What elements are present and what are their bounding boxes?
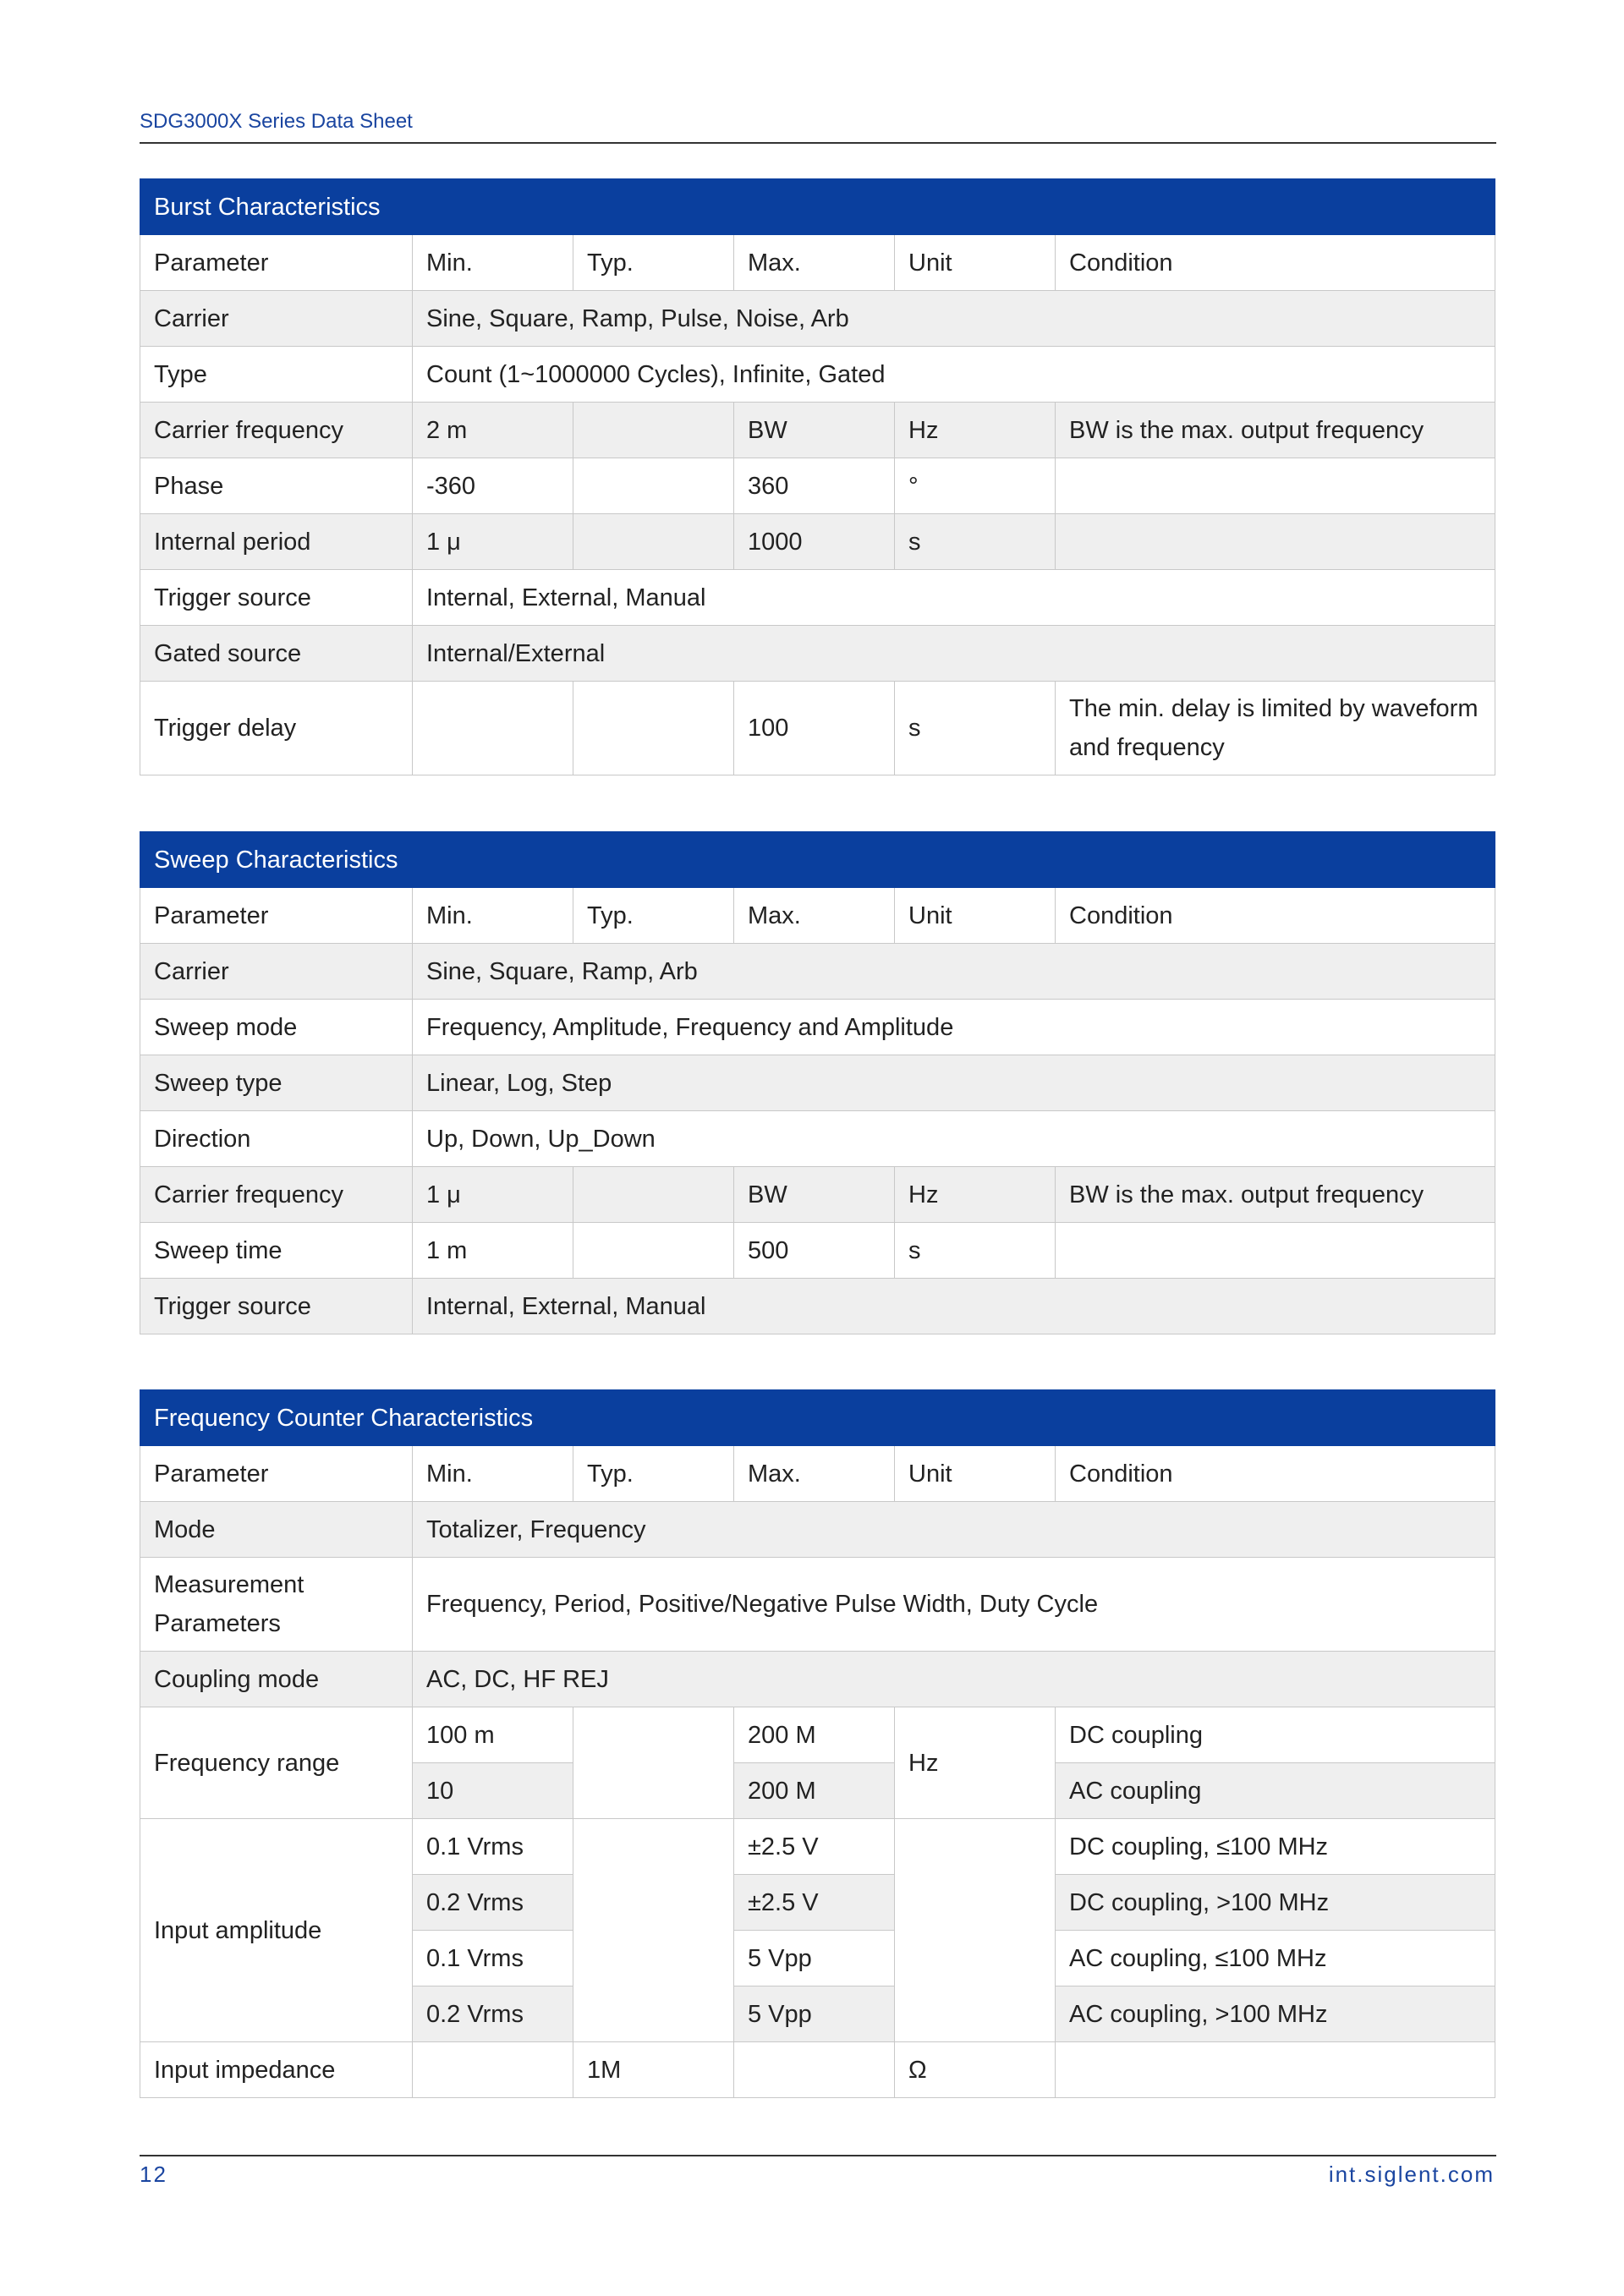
typ-value <box>573 403 734 458</box>
sweep-table <box>140 831 1495 1334</box>
unit-value: s <box>895 514 1056 570</box>
col-min: Min. <box>413 235 573 291</box>
table-row <box>140 1223 1495 1279</box>
page-header <box>140 107 1496 144</box>
col-condition: Condition <box>1056 888 1495 944</box>
param-label: Carrier frequency <box>140 403 413 458</box>
col-min: Min. <box>413 888 573 944</box>
col-max: Max. <box>734 1446 895 1502</box>
condition-value: AC coupling, ≤100 MHz <box>1056 1931 1495 1986</box>
param-label: Sweep type <box>140 1055 413 1111</box>
param-label: Phase <box>140 458 413 514</box>
param-value: Sine, Square, Ramp, Arb <box>413 944 1495 1000</box>
footer-site-link[interactable]: int.siglent.com <box>1328 2162 1495 2187</box>
param-label: Trigger source <box>140 570 413 626</box>
condition-value <box>1056 514 1495 570</box>
unit-value: Hz <box>895 1167 1056 1223</box>
min-value: 10 <box>413 1763 573 1819</box>
condition-value <box>1056 458 1495 514</box>
param-label: Trigger source <box>140 1279 413 1334</box>
col-parameter: Parameter <box>140 1446 413 1502</box>
max-value: 5 Vpp <box>734 1986 895 2042</box>
col-parameter: Parameter <box>140 235 413 291</box>
unit-value: Hz <box>895 403 1056 458</box>
burst-title: Burst Characteristics <box>140 179 1495 235</box>
table-row <box>140 2042 1495 2098</box>
min-value: 1 m <box>413 1223 573 1279</box>
max-value: 500 <box>734 1223 895 1279</box>
typ-value <box>573 1167 734 1223</box>
max-value: ±2.5 V <box>734 1819 895 1875</box>
max-value: 200 M <box>734 1763 895 1819</box>
header-row <box>140 888 1495 944</box>
table-row <box>140 1819 1495 1875</box>
table-title-row <box>140 832 1495 888</box>
col-max: Max. <box>734 235 895 291</box>
page-number: 12 <box>140 2162 167 2187</box>
max-value: 360 <box>734 458 895 514</box>
col-typ: Typ. <box>573 1446 734 1502</box>
typ-value <box>573 682 734 775</box>
param-value: Up, Down, Up_Down <box>413 1111 1495 1167</box>
footer-divider <box>140 2155 1496 2156</box>
col-min: Min. <box>413 1446 573 1502</box>
table-row <box>140 514 1495 570</box>
col-unit: Unit <box>895 235 1056 291</box>
param-label: Input amplitude <box>140 1819 413 2042</box>
min-value <box>413 2042 573 2098</box>
min-value: 0.2 Vrms <box>413 1875 573 1931</box>
condition-value: DC coupling, >100 MHz <box>1056 1875 1495 1931</box>
condition-value: BW is the max. output frequency <box>1056 1167 1495 1223</box>
param-label: Direction <box>140 1111 413 1167</box>
param-value: AC, DC, HF REJ <box>413 1652 1495 1707</box>
condition-value: The min. delay is limited by waveform and frequency <box>1056 682 1495 775</box>
max-value: BW <box>734 403 895 458</box>
max-value: 1000 <box>734 514 895 570</box>
table-row <box>140 1000 1495 1055</box>
param-label: Type <box>140 347 413 403</box>
col-max: Max. <box>734 888 895 944</box>
param-label: Mode <box>140 1502 413 1558</box>
param-label: Internal period <box>140 514 413 570</box>
param-label: Measurement Parameters <box>140 1558 413 1652</box>
header-title: SDG3000X Series Data Sheet <box>140 110 413 133</box>
col-condition: Condition <box>1056 235 1495 291</box>
typ-value <box>573 458 734 514</box>
param-value: Linear, Log, Step <box>413 1055 1495 1111</box>
table-row <box>140 1279 1495 1334</box>
typ-value <box>573 1707 734 1819</box>
unit-value: Ω <box>895 2042 1056 2098</box>
table-row <box>140 458 1495 514</box>
param-label: Sweep time <box>140 1223 413 1279</box>
min-value: 2 m <box>413 403 573 458</box>
condition-value <box>1056 1223 1495 1279</box>
min-value <box>413 682 573 775</box>
condition-value: AC coupling <box>1056 1763 1495 1819</box>
param-label: Frequency range <box>140 1707 413 1819</box>
param-value: Internal/External <box>413 626 1495 682</box>
condition-value: DC coupling, ≤100 MHz <box>1056 1819 1495 1875</box>
unit-value: s <box>895 1223 1056 1279</box>
table-row <box>140 944 1495 1000</box>
param-value: Internal, External, Manual <box>413 1279 1495 1334</box>
param-label: Carrier frequency <box>140 1167 413 1223</box>
unit-value: s <box>895 682 1056 775</box>
param-label: Sweep mode <box>140 1000 413 1055</box>
min-value: 0.1 Vrms <box>413 1819 573 1875</box>
table-row <box>140 347 1495 403</box>
header-row <box>140 235 1495 291</box>
typ-value: 1M <box>573 2042 734 2098</box>
table-row <box>140 682 1495 775</box>
min-value: 0.2 Vrms <box>413 1986 573 2042</box>
col-typ: Typ. <box>573 235 734 291</box>
param-label: Gated source <box>140 626 413 682</box>
unit-value: ° <box>895 458 1056 514</box>
typ-value <box>573 1223 734 1279</box>
min-value: -360 <box>413 458 573 514</box>
table-row <box>140 570 1495 626</box>
min-value: 0.1 Vrms <box>413 1931 573 1986</box>
col-typ: Typ. <box>573 888 734 944</box>
param-label: Coupling mode <box>140 1652 413 1707</box>
table-row <box>140 1055 1495 1111</box>
table-row <box>140 1707 1495 1763</box>
max-value: BW <box>734 1167 895 1223</box>
table-row <box>140 1502 1495 1558</box>
min-value: 1 μ <box>413 1167 573 1223</box>
sweep-title: Sweep Characteristics <box>140 832 1495 888</box>
max-value: 5 Vpp <box>734 1931 895 1986</box>
max-value: 100 <box>734 682 895 775</box>
min-value: 1 μ <box>413 514 573 570</box>
condition-value: BW is the max. output frequency <box>1056 403 1495 458</box>
table-row <box>140 1167 1495 1223</box>
col-condition: Condition <box>1056 1446 1495 1502</box>
table-title-row <box>140 179 1495 235</box>
max-value: 200 M <box>734 1707 895 1763</box>
unit-value <box>895 1819 1056 2042</box>
col-unit: Unit <box>895 1446 1056 1502</box>
param-value: Frequency, Period, Positive/Negative Pulse Width, Duty Cycle <box>413 1558 1495 1652</box>
param-label: Carrier <box>140 291 413 347</box>
param-label: Input impedance <box>140 2042 413 2098</box>
table-row <box>140 1558 1495 1652</box>
typ-value <box>573 1819 734 2042</box>
counter-title: Frequency Counter Characteristics <box>140 1390 1495 1446</box>
table-title-row <box>140 1390 1495 1446</box>
counter-table <box>140 1389 1495 2098</box>
max-value <box>734 2042 895 2098</box>
condition-value <box>1056 2042 1495 2098</box>
burst-table <box>140 178 1495 775</box>
header-row <box>140 1446 1495 1502</box>
table-row <box>140 1111 1495 1167</box>
col-parameter: Parameter <box>140 888 413 944</box>
max-value: ±2.5 V <box>734 1875 895 1931</box>
param-value: Internal, External, Manual <box>413 570 1495 626</box>
table-row <box>140 403 1495 458</box>
typ-value <box>573 514 734 570</box>
col-unit: Unit <box>895 888 1056 944</box>
param-value: Frequency, Amplitude, Frequency and Amplitude <box>413 1000 1495 1055</box>
table-row <box>140 291 1495 347</box>
condition-value: AC coupling, >100 MHz <box>1056 1986 1495 2042</box>
param-value: Sine, Square, Ramp, Pulse, Noise, Arb <box>413 291 1495 347</box>
unit-value: Hz <box>895 1707 1056 1819</box>
min-value: 100 m <box>413 1707 573 1763</box>
table-row <box>140 1652 1495 1707</box>
param-label: Carrier <box>140 944 413 1000</box>
param-value: Count (1~1000000 Cycles), Infinite, Gated <box>413 347 1495 403</box>
condition-value: DC coupling <box>1056 1707 1495 1763</box>
param-value: Totalizer, Frequency <box>413 1502 1495 1558</box>
param-label: Trigger delay <box>140 682 413 775</box>
table-row <box>140 626 1495 682</box>
